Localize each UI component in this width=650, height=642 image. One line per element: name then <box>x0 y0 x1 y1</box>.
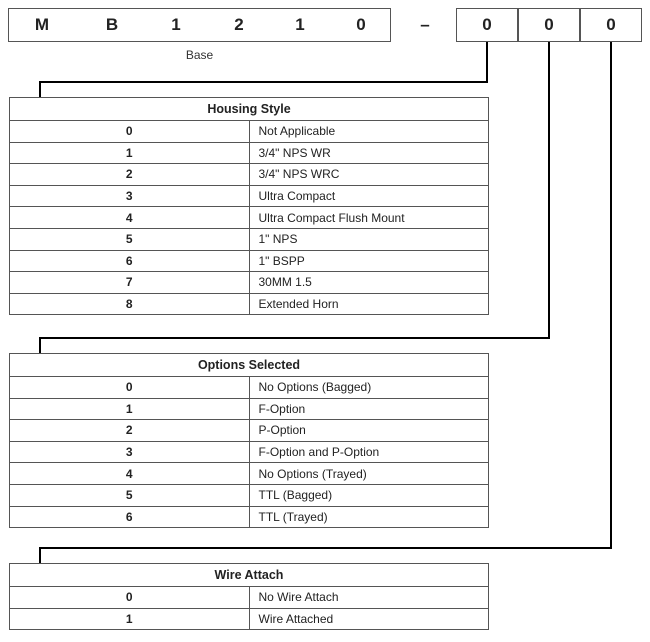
option-code: 6 <box>10 250 250 272</box>
separator-dash: – <box>420 15 430 34</box>
option-code: 7 <box>10 272 250 294</box>
table-row <box>10 228 489 250</box>
option-description: TTL (Trayed) <box>249 506 489 528</box>
connector-line-options <box>548 42 550 338</box>
base-char: B <box>105 15 119 34</box>
connector-line-options <box>39 337 550 339</box>
table-title: Housing Style <box>10 98 489 121</box>
options-selected-table <box>9 353 489 528</box>
option-code: 4 <box>10 463 250 485</box>
base-char: 0 <box>356 15 366 34</box>
option-description: 1" NPS <box>249 228 489 250</box>
table-row <box>10 250 489 272</box>
option-description: 3/4" NPS WR <box>249 142 489 164</box>
table-row <box>10 293 489 315</box>
housing-style-table <box>9 97 489 315</box>
connector-line-wire <box>610 42 612 549</box>
table-row <box>10 207 489 229</box>
table-title: Wire Attach <box>10 564 489 587</box>
housing-code-box: 0 <box>456 8 518 42</box>
base-char: 1 <box>295 15 305 34</box>
base-code-box <box>8 8 391 42</box>
table-row <box>10 272 489 294</box>
table-row <box>10 398 489 420</box>
connector-line-housing <box>39 81 488 83</box>
option-description: 1" BSPP <box>249 250 489 272</box>
table-row <box>10 142 489 164</box>
option-code: 0 <box>10 587 250 609</box>
base-label: Base <box>185 48 214 62</box>
option-code: 2 <box>10 420 250 442</box>
table-row <box>10 587 489 609</box>
option-code: 2 <box>10 164 250 186</box>
options-code-box: 0 <box>518 8 580 42</box>
option-code: 1 <box>10 608 250 630</box>
connector-line-options <box>39 337 41 353</box>
option-code: 1 <box>10 398 250 420</box>
table-row <box>10 463 489 485</box>
option-description: No Options (Trayed) <box>249 463 489 485</box>
base-char: M <box>34 15 50 34</box>
connector-line-wire <box>39 547 41 563</box>
option-description: Ultra Compact <box>249 185 489 207</box>
option-code: 5 <box>10 228 250 250</box>
connector-line-housing <box>39 81 41 97</box>
option-code: 3 <box>10 441 250 463</box>
table-row <box>10 484 489 506</box>
option-code: 5 <box>10 484 250 506</box>
option-code: 8 <box>10 293 250 315</box>
table-row <box>10 164 489 186</box>
option-description: Not Applicable <box>249 121 489 143</box>
table-row <box>10 608 489 630</box>
table-row <box>10 185 489 207</box>
option-code: 0 <box>10 121 250 143</box>
base-char: 1 <box>171 15 181 34</box>
table-row <box>10 420 489 442</box>
option-code: 6 <box>10 506 250 528</box>
option-description: Wire Attached <box>249 608 489 630</box>
table-row <box>10 506 489 528</box>
option-description: P-Option <box>249 420 489 442</box>
table-title: Options Selected <box>10 354 489 377</box>
option-code: 4 <box>10 207 250 229</box>
option-description: Extended Horn <box>249 293 489 315</box>
option-description: TTL (Bagged) <box>249 484 489 506</box>
wire-code-box: 0 <box>580 8 642 42</box>
table-row <box>10 121 489 143</box>
option-code: 3 <box>10 185 250 207</box>
option-code: 0 <box>10 377 250 399</box>
table-row <box>10 377 489 399</box>
table-row <box>10 441 489 463</box>
option-description: No Wire Attach <box>249 587 489 609</box>
option-description: 3/4" NPS WRC <box>249 164 489 186</box>
option-description: No Options (Bagged) <box>249 377 489 399</box>
option-description: Ultra Compact Flush Mount <box>249 207 489 229</box>
connector-line-housing <box>486 42 488 82</box>
wire-attach-table <box>9 563 489 630</box>
option-description: 30MM 1.5 <box>249 272 489 294</box>
option-code: 1 <box>10 142 250 164</box>
option-description: F-Option and P-Option <box>249 441 489 463</box>
connector-line-wire <box>39 547 612 549</box>
option-description: F-Option <box>249 398 489 420</box>
base-char: 2 <box>234 15 244 34</box>
